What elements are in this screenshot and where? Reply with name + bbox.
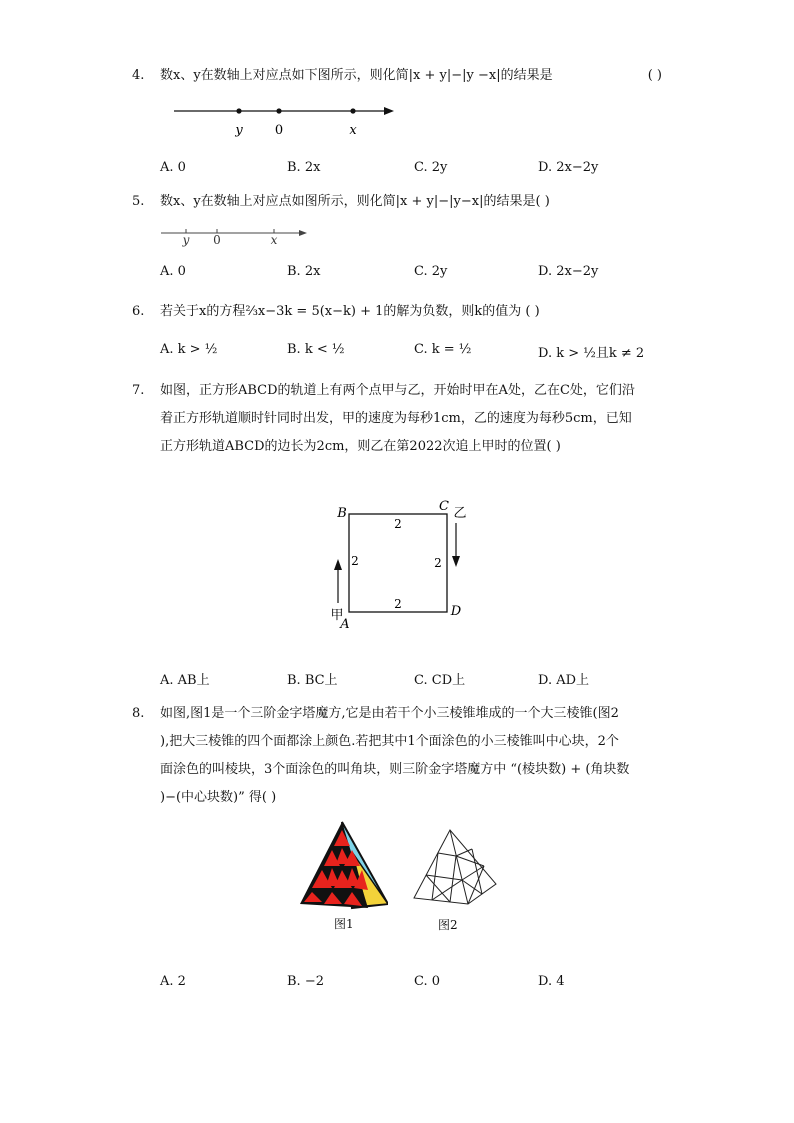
answer-paren: ( ) [647, 68, 662, 83]
option-c[interactable]: C. 2y [414, 264, 448, 279]
option-a[interactable]: A. 2 [160, 974, 186, 989]
axis-label: 0 [274, 123, 284, 138]
start-label-yi: 乙 [453, 506, 467, 521]
option-d[interactable]: D. AD上 [538, 673, 590, 688]
question-number: 8. [132, 706, 145, 721]
question-7 [132, 377, 662, 461]
option-a[interactable]: A. 0 [160, 264, 186, 279]
option-c[interactable]: C. 0 [414, 974, 441, 989]
question-8 [132, 700, 662, 812]
question-line: 着正方形轨道顺时针同时出发，甲的速度为每秒1cm，乙的速度为每秒5cm，已知 [160, 411, 632, 426]
option-b[interactable]: B. 2x [287, 264, 321, 279]
wireframe-lines [414, 830, 496, 904]
question-line: 面涂色的叫棱块，3个面涂色的叫角块，则三阶金字塔魔方中 “(棱块数) + (角块数 [160, 762, 630, 777]
arrow-up-icon [334, 559, 342, 570]
start-label-jia: 甲 [330, 608, 344, 623]
side-label-right: 2 [434, 556, 442, 570]
options-q6 [160, 342, 645, 364]
question-5 [132, 188, 662, 216]
number-line-figure-q5 [158, 224, 313, 248]
square-track-figure [320, 495, 480, 635]
axis-label: y [235, 123, 243, 138]
vertex-label-c: C [439, 499, 449, 514]
figure-1-caption: 图1 [334, 917, 354, 931]
figure-2-caption: 图2 [438, 918, 458, 932]
option-a[interactable]: A. AB上 [160, 673, 210, 688]
question-number: 7. [132, 383, 145, 398]
option-c[interactable]: C. 2y [414, 160, 448, 175]
tetrahedron-wireframe [410, 828, 500, 906]
option-c[interactable]: C. CD上 [414, 673, 466, 688]
question-line: )−(中心块数)” 得( ) [160, 790, 277, 805]
arrow-head-icon [384, 107, 394, 115]
question-number: 6. [132, 304, 145, 319]
axis-label: x [270, 233, 278, 247]
vertex-label-a: A [340, 617, 350, 632]
question-6 [132, 298, 662, 326]
question-line: 如图，正方形ABCD的轨道上有两个点甲与乙，开始时甲在A处，乙在C处，它们沿 [160, 383, 635, 398]
point-y [236, 108, 241, 113]
options-q5 [160, 264, 640, 286]
question-number: 4. [132, 68, 145, 83]
axis-label: 0 [213, 233, 221, 247]
side-label-bottom: 2 [394, 597, 402, 611]
vertex-label-d: D [450, 604, 462, 619]
question-4 [132, 62, 662, 90]
option-c[interactable]: C. k = ½ [414, 342, 472, 357]
option-a[interactable]: A. k > ½ [160, 342, 218, 357]
question-number: 5. [132, 194, 145, 209]
number-line-figure-q4 [170, 100, 400, 140]
question-line: 如图,图1是一个三阶金字塔魔方,它是由若干个小三棱锥堆成的一个大三棱锥(图2 [160, 706, 619, 721]
options-q7 [160, 669, 640, 691]
option-b[interactable]: B. BC上 [287, 673, 338, 688]
question-text: 若关于x的方程⅔x−3k = 5(x−k) + 1的解为负数，则k的值为 ( ) [160, 304, 540, 319]
option-d[interactable]: D. 4 [538, 974, 565, 989]
question-line: 正方形轨道ABCD的边长为2cm，则乙在第2022次追上甲时的位置( ) [160, 439, 561, 454]
axis-label: y [182, 233, 190, 247]
vertex-label-b: B [337, 506, 347, 521]
option-b[interactable]: B. 2x [287, 160, 321, 175]
side-label-left: 2 [351, 554, 359, 568]
options-q4 [160, 160, 640, 182]
arrow-down-icon [452, 556, 460, 567]
side-label-top: 2 [394, 517, 402, 531]
arrow-head-icon [299, 230, 307, 236]
options-q8 [160, 974, 640, 996]
question-line: ),把大三棱锥的四个面都涂上颜色.若把其中1个面涂色的小三棱锥叫中心块，2个 [160, 734, 619, 749]
option-b[interactable]: B. k < ½ [287, 342, 345, 357]
axis-label: x [349, 123, 357, 138]
option-d[interactable]: D. 2x−2y [538, 264, 599, 279]
option-b[interactable]: B. −2 [287, 974, 324, 989]
option-d[interactable]: D. 2x−2y [538, 160, 599, 175]
pyramid-cube-photo [296, 818, 388, 914]
point-x [350, 108, 355, 113]
question-text: 数x、y在数轴上对应点如图所示，则化简|x + y|−|y−x|的结果是( ) [160, 194, 550, 209]
option-d[interactable]: D. k > ½且k ≠ 2 [538, 346, 645, 361]
option-a[interactable]: A. 0 [160, 160, 186, 175]
point-origin [276, 108, 281, 113]
question-text: 数x、y在数轴上对应点如下图所示，则化简|x + y|−|y −x|的结果是 [160, 68, 553, 83]
